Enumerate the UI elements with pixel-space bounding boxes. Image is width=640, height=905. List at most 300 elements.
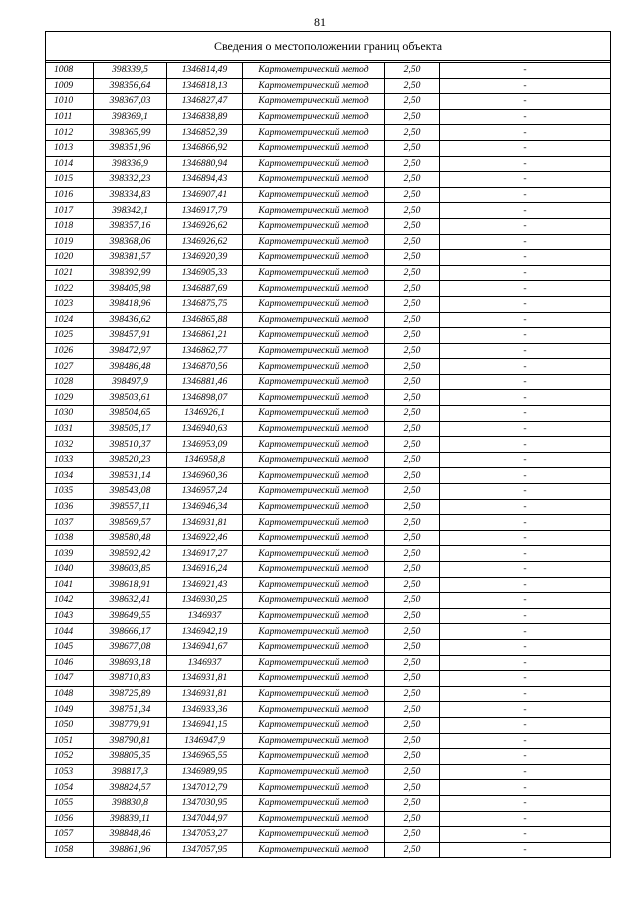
cell-point-number: 1020 [46,250,94,266]
cell-y-coordinate: 1346875,75 [167,296,243,312]
cell-y-coordinate: 1346887,69 [167,281,243,297]
cell-description: - [440,390,611,406]
cell-description: - [440,484,611,500]
cell-method: Картометрический метод [243,717,385,733]
cell-point-number: 1040 [46,562,94,578]
cell-method: Картометрический метод [243,109,385,125]
cell-y-coordinate: 1347057,95 [167,842,243,858]
cell-y-coordinate: 1346838,89 [167,109,243,125]
cell-x-coordinate: 398677,08 [94,639,167,655]
table-row [46,827,611,843]
cell-point-number: 1016 [46,187,94,203]
cell-x-coordinate: 398543,08 [94,484,167,500]
cell-point-number: 1052 [46,749,94,765]
cell-point-number: 1025 [46,328,94,344]
cell-accuracy: 2,50 [385,156,440,172]
table-row [46,484,611,500]
cell-accuracy: 2,50 [385,140,440,156]
cell-y-coordinate: 1346989,95 [167,764,243,780]
cell-description: - [440,343,611,359]
cell-method: Картометрический метод [243,140,385,156]
table-row [46,562,611,578]
cell-method: Картометрический метод [243,780,385,796]
cell-y-coordinate: 1346894,43 [167,172,243,188]
cell-x-coordinate: 398392,99 [94,265,167,281]
cell-description: - [440,733,611,749]
cell-point-number: 1041 [46,577,94,593]
cell-point-number: 1047 [46,671,94,687]
cell-point-number: 1058 [46,842,94,858]
cell-method: Картометрический метод [243,390,385,406]
cell-description: - [440,94,611,110]
cell-method: Картометрический метод [243,421,385,437]
cell-method: Картометрический метод [243,218,385,234]
table-row [46,811,611,827]
cell-method: Картометрический метод [243,811,385,827]
cell-description: - [440,328,611,344]
table-row [46,795,611,811]
cell-point-number: 1057 [46,827,94,843]
cell-description: - [440,437,611,453]
cell-x-coordinate: 398531,14 [94,468,167,484]
cell-y-coordinate: 1346937 [167,655,243,671]
cell-accuracy: 2,50 [385,78,440,94]
cell-accuracy: 2,50 [385,671,440,687]
cell-description: - [440,530,611,546]
cell-accuracy: 2,50 [385,546,440,562]
cell-point-number: 1039 [46,546,94,562]
cell-y-coordinate: 1347044,97 [167,811,243,827]
cell-accuracy: 2,50 [385,234,440,250]
cell-point-number: 1022 [46,281,94,297]
cell-accuracy: 2,50 [385,749,440,765]
table-row [46,109,611,125]
cell-y-coordinate: 1346960,36 [167,468,243,484]
cell-point-number: 1045 [46,639,94,655]
cell-accuracy: 2,50 [385,359,440,375]
cell-y-coordinate: 1347012,79 [167,780,243,796]
table-row [46,530,611,546]
cell-point-number: 1019 [46,234,94,250]
cell-accuracy: 2,50 [385,499,440,515]
cell-description: - [440,63,611,79]
cell-y-coordinate: 1346926,62 [167,218,243,234]
page-number: 81 [314,15,326,29]
table-row [46,702,611,718]
cell-accuracy: 2,50 [385,780,440,796]
cell-x-coordinate: 398368,06 [94,234,167,250]
cell-x-coordinate: 398725,89 [94,686,167,702]
table-row [46,94,611,110]
cell-x-coordinate: 398779,91 [94,717,167,733]
cell-accuracy: 2,50 [385,265,440,281]
table-row [46,187,611,203]
cell-description: - [440,811,611,827]
cell-point-number: 1032 [46,437,94,453]
cell-y-coordinate: 1346862,77 [167,343,243,359]
cell-x-coordinate: 398693,18 [94,655,167,671]
boundary-coordinates-table [45,31,611,858]
cell-description: - [440,125,611,141]
cell-y-coordinate: 1346814,49 [167,63,243,79]
cell-description: - [440,671,611,687]
cell-y-coordinate: 1346940,63 [167,421,243,437]
cell-description: - [440,203,611,219]
cell-accuracy: 2,50 [385,764,440,780]
cell-accuracy: 2,50 [385,250,440,266]
cell-point-number: 1048 [46,686,94,702]
table-row [46,328,611,344]
cell-method: Картометрический метод [243,764,385,780]
cell-accuracy: 2,50 [385,312,440,328]
cell-point-number: 1017 [46,203,94,219]
cell-method: Картометрический метод [243,593,385,609]
cell-method: Картометрический метод [243,733,385,749]
cell-y-coordinate: 1346941,67 [167,639,243,655]
cell-y-coordinate: 1346818,13 [167,78,243,94]
cell-y-coordinate: 1346937 [167,608,243,624]
cell-x-coordinate: 398830,8 [94,795,167,811]
cell-point-number: 1010 [46,94,94,110]
cell-description: - [440,827,611,843]
cell-method: Картометрический метод [243,406,385,422]
cell-method: Картометрический метод [243,374,385,390]
table-row [46,78,611,94]
cell-method: Картометрический метод [243,842,385,858]
cell-x-coordinate: 398649,55 [94,608,167,624]
cell-method: Картометрический метод [243,172,385,188]
cell-method: Картометрический метод [243,546,385,562]
table-row [46,390,611,406]
cell-method: Картометрический метод [243,827,385,843]
cell-y-coordinate: 1346965,55 [167,749,243,765]
cell-accuracy: 2,50 [385,562,440,578]
table-row [46,296,611,312]
cell-description: - [440,156,611,172]
cell-y-coordinate: 1346881,46 [167,374,243,390]
cell-x-coordinate: 398339,5 [94,63,167,79]
table-row [46,343,611,359]
cell-point-number: 1030 [46,406,94,422]
cell-description: - [440,374,611,390]
cell-description: - [440,717,611,733]
table-row [46,686,611,702]
cell-accuracy: 2,50 [385,406,440,422]
cell-y-coordinate: 1346941,15 [167,717,243,733]
cell-method: Картометрический метод [243,686,385,702]
cell-method: Картометрический метод [243,265,385,281]
table-row [46,733,611,749]
cell-x-coordinate: 398497,9 [94,374,167,390]
cell-point-number: 1036 [46,499,94,515]
cell-x-coordinate: 398580,48 [94,530,167,546]
cell-x-coordinate: 398365,99 [94,125,167,141]
cell-method: Картометрический метод [243,281,385,297]
cell-x-coordinate: 398356,64 [94,78,167,94]
cell-description: - [440,406,611,422]
cell-point-number: 1012 [46,125,94,141]
cell-description: - [440,546,611,562]
cell-y-coordinate: 1346916,24 [167,562,243,578]
table-row [46,281,611,297]
cell-method: Картометрический метод [243,468,385,484]
cell-description: - [440,624,611,640]
cell-method: Картометрический метод [243,655,385,671]
cell-y-coordinate: 1346926,62 [167,234,243,250]
cell-y-coordinate: 1346953,09 [167,437,243,453]
cell-accuracy: 2,50 [385,717,440,733]
cell-method: Картометрический метод [243,702,385,718]
cell-method: Картометрический метод [243,328,385,344]
table-row [46,359,611,375]
cell-y-coordinate: 1346946,34 [167,499,243,515]
cell-point-number: 1043 [46,608,94,624]
cell-point-number: 1021 [46,265,94,281]
table-row [46,156,611,172]
cell-accuracy: 2,50 [385,374,440,390]
cell-method: Картометрический метод [243,187,385,203]
cell-x-coordinate: 398472,97 [94,343,167,359]
table-row [46,218,611,234]
cell-x-coordinate: 398332,23 [94,172,167,188]
table-row [46,749,611,765]
table-row [46,624,611,640]
cell-point-number: 1049 [46,702,94,718]
cell-x-coordinate: 398848,46 [94,827,167,843]
cell-point-number: 1034 [46,468,94,484]
cell-accuracy: 2,50 [385,63,440,79]
table-row [46,515,611,531]
cell-method: Картометрический метод [243,452,385,468]
cell-y-coordinate: 1346947,9 [167,733,243,749]
cell-description: - [440,421,611,437]
cell-method: Картометрический метод [243,499,385,515]
cell-description: - [440,218,611,234]
cell-description: - [440,764,611,780]
cell-accuracy: 2,50 [385,468,440,484]
table-row [46,608,611,624]
cell-method: Картометрический метод [243,94,385,110]
cell-description: - [440,281,611,297]
cell-description: - [440,250,611,266]
cell-method: Картометрический метод [243,671,385,687]
cell-y-coordinate: 1346917,27 [167,546,243,562]
cell-point-number: 1046 [46,655,94,671]
cell-x-coordinate: 398503,61 [94,390,167,406]
cell-y-coordinate: 1346957,24 [167,484,243,500]
cell-point-number: 1044 [46,624,94,640]
table-row [46,764,611,780]
table-row [46,437,611,453]
cell-method: Картометрический метод [243,312,385,328]
cell-accuracy: 2,50 [385,608,440,624]
cell-method: Картометрический метод [243,78,385,94]
cell-description: - [440,795,611,811]
cell-accuracy: 2,50 [385,328,440,344]
cell-accuracy: 2,50 [385,655,440,671]
cell-description: - [440,499,611,515]
cell-method: Картометрический метод [243,624,385,640]
cell-x-coordinate: 398710,83 [94,671,167,687]
cell-accuracy: 2,50 [385,187,440,203]
cell-method: Картометрический метод [243,437,385,453]
table-row [46,172,611,188]
cell-description: - [440,608,611,624]
cell-y-coordinate: 1346870,56 [167,359,243,375]
cell-method: Картометрический метод [243,608,385,624]
cell-x-coordinate: 398839,11 [94,811,167,827]
cell-y-coordinate: 1346917,79 [167,203,243,219]
cell-y-coordinate: 1346930,25 [167,593,243,609]
cell-x-coordinate: 398418,96 [94,296,167,312]
cell-x-coordinate: 398618,91 [94,577,167,593]
cell-accuracy: 2,50 [385,390,440,406]
cell-y-coordinate: 1346931,81 [167,686,243,702]
cell-x-coordinate: 398436,62 [94,312,167,328]
cell-y-coordinate: 1346931,81 [167,671,243,687]
cell-method: Картометрический метод [243,515,385,531]
table-row [46,421,611,437]
cell-accuracy: 2,50 [385,577,440,593]
cell-accuracy: 2,50 [385,842,440,858]
cell-x-coordinate: 398351,96 [94,140,167,156]
cell-y-coordinate: 1347053,27 [167,827,243,843]
cell-x-coordinate: 398520,23 [94,452,167,468]
cell-point-number: 1028 [46,374,94,390]
cell-point-number: 1056 [46,811,94,827]
cell-x-coordinate: 398357,16 [94,218,167,234]
table-title: Сведения о местоположении границ объекта [46,32,611,61]
cell-x-coordinate: 398486,48 [94,359,167,375]
cell-accuracy: 2,50 [385,639,440,655]
table-row [46,780,611,796]
cell-description: - [440,296,611,312]
cell-description: - [440,515,611,531]
table-row [46,577,611,593]
cell-description: - [440,468,611,484]
cell-y-coordinate: 1347030,95 [167,795,243,811]
cell-point-number: 1037 [46,515,94,531]
cell-x-coordinate: 398381,57 [94,250,167,266]
cell-y-coordinate: 1346921,43 [167,577,243,593]
cell-description: - [440,702,611,718]
cell-point-number: 1014 [46,156,94,172]
cell-point-number: 1042 [46,593,94,609]
cell-method: Картометрический метод [243,234,385,250]
table-row [46,671,611,687]
cell-method: Картометрический метод [243,250,385,266]
cell-x-coordinate: 398505,17 [94,421,167,437]
cell-y-coordinate: 1346880,94 [167,156,243,172]
cell-y-coordinate: 1346922,46 [167,530,243,546]
cell-description: - [440,452,611,468]
cell-method: Картометрический метод [243,530,385,546]
cell-accuracy: 2,50 [385,218,440,234]
cell-description: - [440,780,611,796]
table-row [46,406,611,422]
cell-description: - [440,187,611,203]
cell-x-coordinate: 398603,85 [94,562,167,578]
cell-point-number: 1013 [46,140,94,156]
cell-y-coordinate: 1346933,36 [167,702,243,718]
cell-accuracy: 2,50 [385,343,440,359]
cell-method: Картометрический метод [243,343,385,359]
cell-point-number: 1009 [46,78,94,94]
cell-y-coordinate: 1346827,47 [167,94,243,110]
cell-accuracy: 2,50 [385,795,440,811]
cell-x-coordinate: 398510,37 [94,437,167,453]
cell-y-coordinate: 1346926,1 [167,406,243,422]
cell-description: - [440,842,611,858]
cell-y-coordinate: 1346907,41 [167,187,243,203]
cell-x-coordinate: 398369,1 [94,109,167,125]
cell-accuracy: 2,50 [385,94,440,110]
cell-y-coordinate: 1346958,8 [167,452,243,468]
cell-method: Картометрический метод [243,296,385,312]
cell-description: - [440,593,611,609]
cell-point-number: 1055 [46,795,94,811]
table-row [46,312,611,328]
cell-accuracy: 2,50 [385,172,440,188]
cell-x-coordinate: 398334,83 [94,187,167,203]
cell-accuracy: 2,50 [385,686,440,702]
cell-y-coordinate: 1346942,19 [167,624,243,640]
cell-y-coordinate: 1346931,81 [167,515,243,531]
cell-x-coordinate: 398666,17 [94,624,167,640]
table-row [46,452,611,468]
cell-point-number: 1026 [46,343,94,359]
cell-method: Картометрический метод [243,484,385,500]
table-row [46,234,611,250]
cell-accuracy: 2,50 [385,827,440,843]
cell-x-coordinate: 398557,11 [94,499,167,515]
cell-description: - [440,639,611,655]
cell-description: - [440,172,611,188]
cell-description: - [440,686,611,702]
cell-method: Картометрический метод [243,562,385,578]
cell-description: - [440,265,611,281]
cell-accuracy: 2,50 [385,811,440,827]
cell-point-number: 1053 [46,764,94,780]
cell-y-coordinate: 1346861,21 [167,328,243,344]
cell-point-number: 1033 [46,452,94,468]
cell-y-coordinate: 1346898,07 [167,390,243,406]
cell-x-coordinate: 398367,03 [94,94,167,110]
cell-method: Картометрический метод [243,359,385,375]
table-title-row [46,32,611,61]
cell-y-coordinate: 1346852,39 [167,125,243,141]
cell-accuracy: 2,50 [385,452,440,468]
cell-accuracy: 2,50 [385,515,440,531]
table-row [46,655,611,671]
cell-accuracy: 2,50 [385,593,440,609]
cell-description: - [440,234,611,250]
cell-method: Картометрический метод [243,577,385,593]
table-body [46,32,611,858]
cell-point-number: 1035 [46,484,94,500]
table-row [46,499,611,515]
table-row [46,250,611,266]
table-row [46,593,611,609]
cell-point-number: 1018 [46,218,94,234]
cell-x-coordinate: 398457,91 [94,328,167,344]
cell-x-coordinate: 398504,65 [94,406,167,422]
table-row [46,842,611,858]
cell-x-coordinate: 398824,57 [94,780,167,796]
table-row [46,203,611,219]
table-row [46,374,611,390]
cell-x-coordinate: 398342,1 [94,203,167,219]
